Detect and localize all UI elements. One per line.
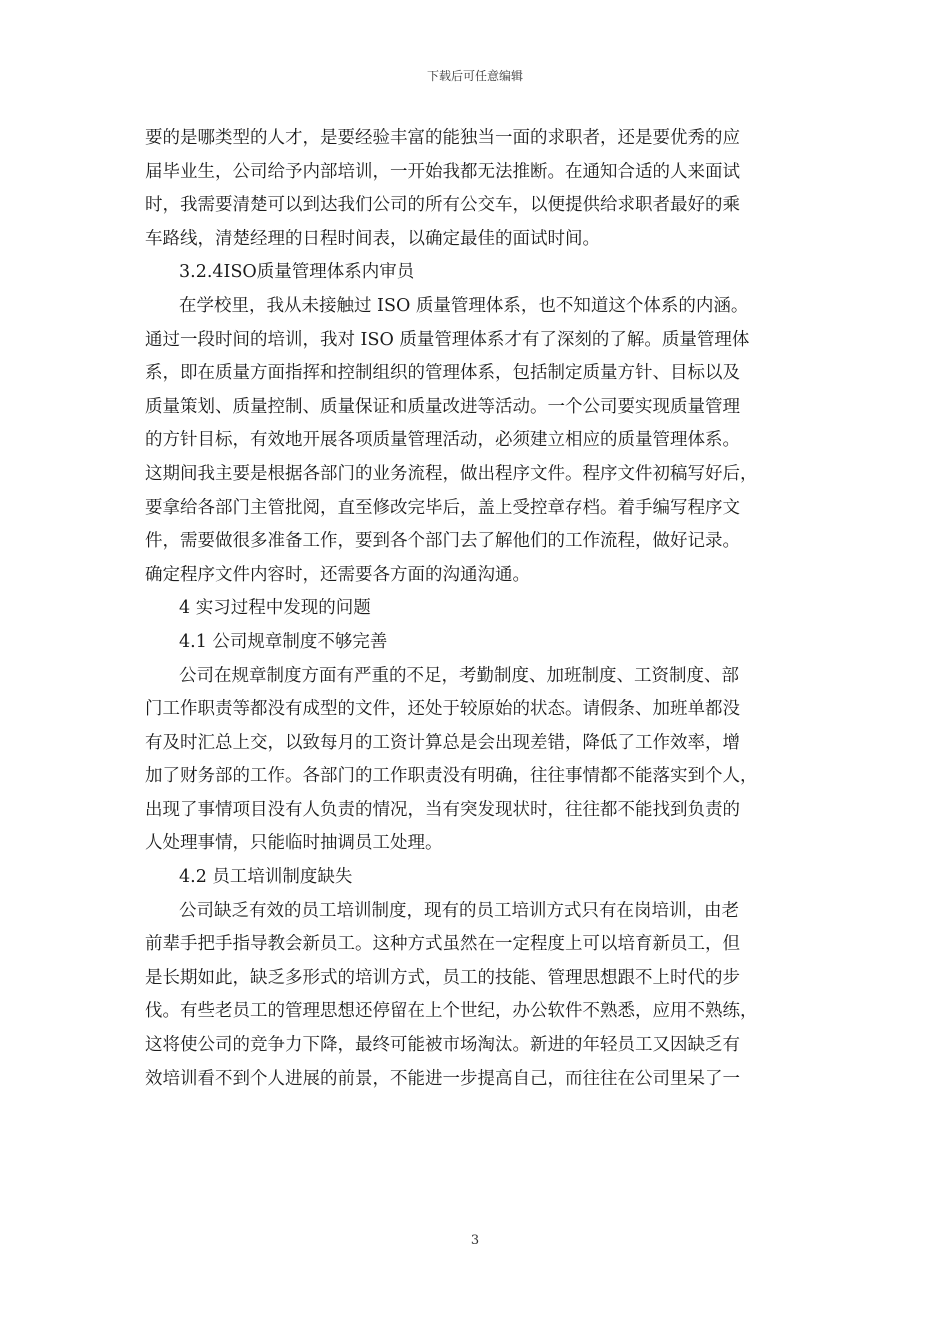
body-line: 要拿给各部门主管批阅，直至修改完毕后，盖上受控章存档。着手编写程序文 [145, 497, 740, 518]
body-line: 有及时汇总上交，以致每月的工资计算总是会出现差错，降低了工作效率，增 [145, 732, 740, 753]
body-line: 这将使公司的竞争力下降，最终可能被市场淘汰。新进的年轻员工又因缺乏有 [145, 1035, 740, 1056]
body-line: 车路线，清楚经理的日程时间表，以确定最佳的面试时间。 [145, 228, 600, 249]
body-line: 是长期如此，缺乏多形式的培训方式，员工的技能、管理思想跟不上时代的步 [145, 967, 740, 988]
paragraph-start: 公司在规章制度方面有严重的不足，考勤制度、加班制度、工资制度、部 [179, 665, 739, 686]
body-line: 件，需要做很多准备工作，要到各个部门去了解他们的工作流程，做好记录。 [145, 531, 740, 552]
body-line: 确定程序文件内容时，还需要各方面的沟通沟通。 [145, 564, 530, 585]
body-line: 前辈手把手指导教会新员工。这种方式虽然在一定程度上可以培育新员工，但 [145, 934, 740, 955]
body-line: 人处理事情，只能临时抽调员工处理。 [145, 833, 443, 854]
section-heading-3-2-4: 3.2.4ISO质量管理体系内审员 [179, 262, 415, 283]
body-line: 届毕业生，公司给予内部培训，一开始我都无法推断。在通知合适的人来面试 [145, 161, 740, 182]
section-heading-4-2: 4.2 员工培训制度缺失 [179, 867, 353, 888]
section-heading-4: 4 实习过程中发现的问题 [179, 598, 371, 619]
body-line: 效培训看不到个人进展的前景，不能进一步提高自己，而往往在公司里呆了一 [145, 1068, 740, 1089]
body-line: 通过一段时间的培训，我对 ISO 质量管理体系才有了深刻的了解。质量管理体 [145, 329, 750, 350]
paragraph-start: 在学校里，我从未接触过 ISO 质量管理体系，也不知道这个体系的内涵。 [179, 295, 749, 316]
body-line: 时，我需要清楚可以到达我们公司的所有公交车，以便提供给求职者最好的乘 [145, 195, 740, 216]
body-line: 门工作职责等都没有成型的文件，还处于较原始的状态。请假条、加班单都没 [145, 699, 740, 720]
body-line: 质量策划、质量控制、质量保证和质量改进等活动。一个公司要实现质量管理 [145, 396, 740, 417]
body-line: 系，即在质量方面指挥和控制组织的管理体系，包括制定质量方针、目标以及 [145, 363, 740, 384]
body-line: 出现了事情项目没有人负责的情况，当有突发现状时，往往都不能找到负责的 [145, 799, 740, 820]
body-line: 这期间我主要是根据各部门的业务流程，做出程序文件。程序文件初稿写好后， [145, 463, 758, 484]
body-line: 要的是哪类型的人才，是要经验丰富的能独当一面的求职者，还是要优秀的应 [145, 128, 740, 148]
body-line: 伐。有些老员工的管理思想还停留在上个世纪，办公软件不熟悉，应用不熟练， [145, 1001, 758, 1022]
page-number: 3 [470, 1233, 480, 1248]
body-line: 的方针目标，有效地开展各项质量管理活动，必须建立相应的质量管理体系。 [145, 430, 740, 451]
page-header: 下载后可任意编辑 [426, 69, 523, 83]
section-heading-4-1: 4.1 公司规章制度不够完善 [179, 631, 388, 652]
paragraph-start: 公司缺乏有效的员工培训制度，现有的员工培训方式只有在岗培训，由老 [179, 900, 739, 921]
body-line: 加了财务部的工作。各部门的工作职责没有明确，往往事情都不能落实到个人， [145, 766, 758, 787]
document-body [145, 122, 815, 1096]
